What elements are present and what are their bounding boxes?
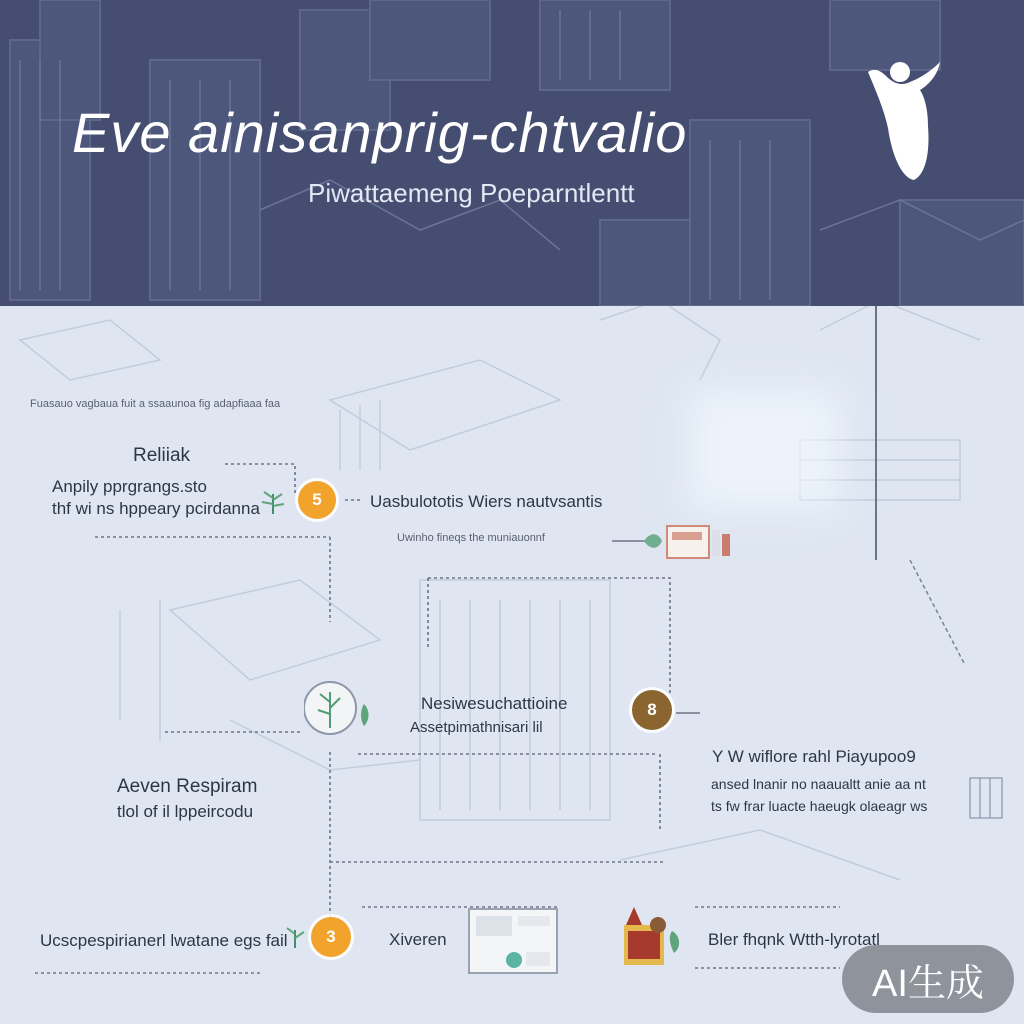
step-3-heading: Xiveren bbox=[389, 930, 447, 949]
plant-bowl-icon bbox=[304, 680, 378, 736]
step-1-aside-note: Uwinho fineqs the muniauonnf bbox=[397, 532, 545, 544]
bottom-right-label: Bler fhqnk Wtth-lyrotatl bbox=[708, 930, 880, 949]
left-block-heading: Aeven Respiram bbox=[117, 776, 258, 797]
step-1-heading: Reliiak bbox=[133, 445, 191, 466]
step-1-line-1: Anpily pprgrangs.sto bbox=[52, 477, 207, 496]
page-subtitle: Piwattaemeng Poeparntlentt bbox=[308, 178, 635, 208]
left-block-line: tlol of il lppeircodu bbox=[117, 802, 254, 821]
figure-logo-icon bbox=[858, 56, 942, 184]
diagram-caption: Fuasauo vagbaua fuit a ssaaunoa fig adapfiaaa faa bbox=[30, 398, 281, 410]
device-thumbnail-icon bbox=[666, 524, 732, 562]
step-3-badge: 3 bbox=[311, 917, 351, 957]
step-2-heading: Nesiwesuchattioine bbox=[421, 694, 568, 713]
header-banner bbox=[0, 0, 1024, 306]
plant-icon bbox=[258, 486, 288, 516]
step-2-badge: 8 bbox=[632, 690, 672, 730]
right-block-line-2: ts fw frar luacte haeugk olaeagr ws bbox=[711, 798, 928, 814]
step-2-line-1: Assetpimathnisari lil bbox=[410, 719, 543, 736]
page-title: Eve ainisanprig-chtvalio bbox=[72, 101, 688, 164]
step-1-badge: 5 bbox=[298, 481, 336, 519]
leaf-icon bbox=[642, 530, 664, 552]
screen-thumbnail-icon bbox=[468, 908, 558, 974]
right-block-line-1: ansed lnanir no naaualtt anie aa nt bbox=[711, 776, 926, 792]
step-1-line-2: thf wi ns hppeary pcirdanna bbox=[52, 499, 260, 518]
step-1-aside: Uasbulototis Wiers nautvsantis bbox=[370, 492, 603, 511]
right-block-heading: Y W wiflore rahl Piayupoo9 bbox=[712, 747, 916, 766]
highlight-glow bbox=[690, 390, 840, 510]
step-3-line-1: Ucscpespirianerl lwatane egs fail bbox=[40, 931, 288, 950]
gift-bag-icon bbox=[620, 903, 686, 969]
ai-generated-watermark: AI生成 bbox=[842, 945, 1014, 1013]
sprout-icon bbox=[282, 924, 308, 950]
